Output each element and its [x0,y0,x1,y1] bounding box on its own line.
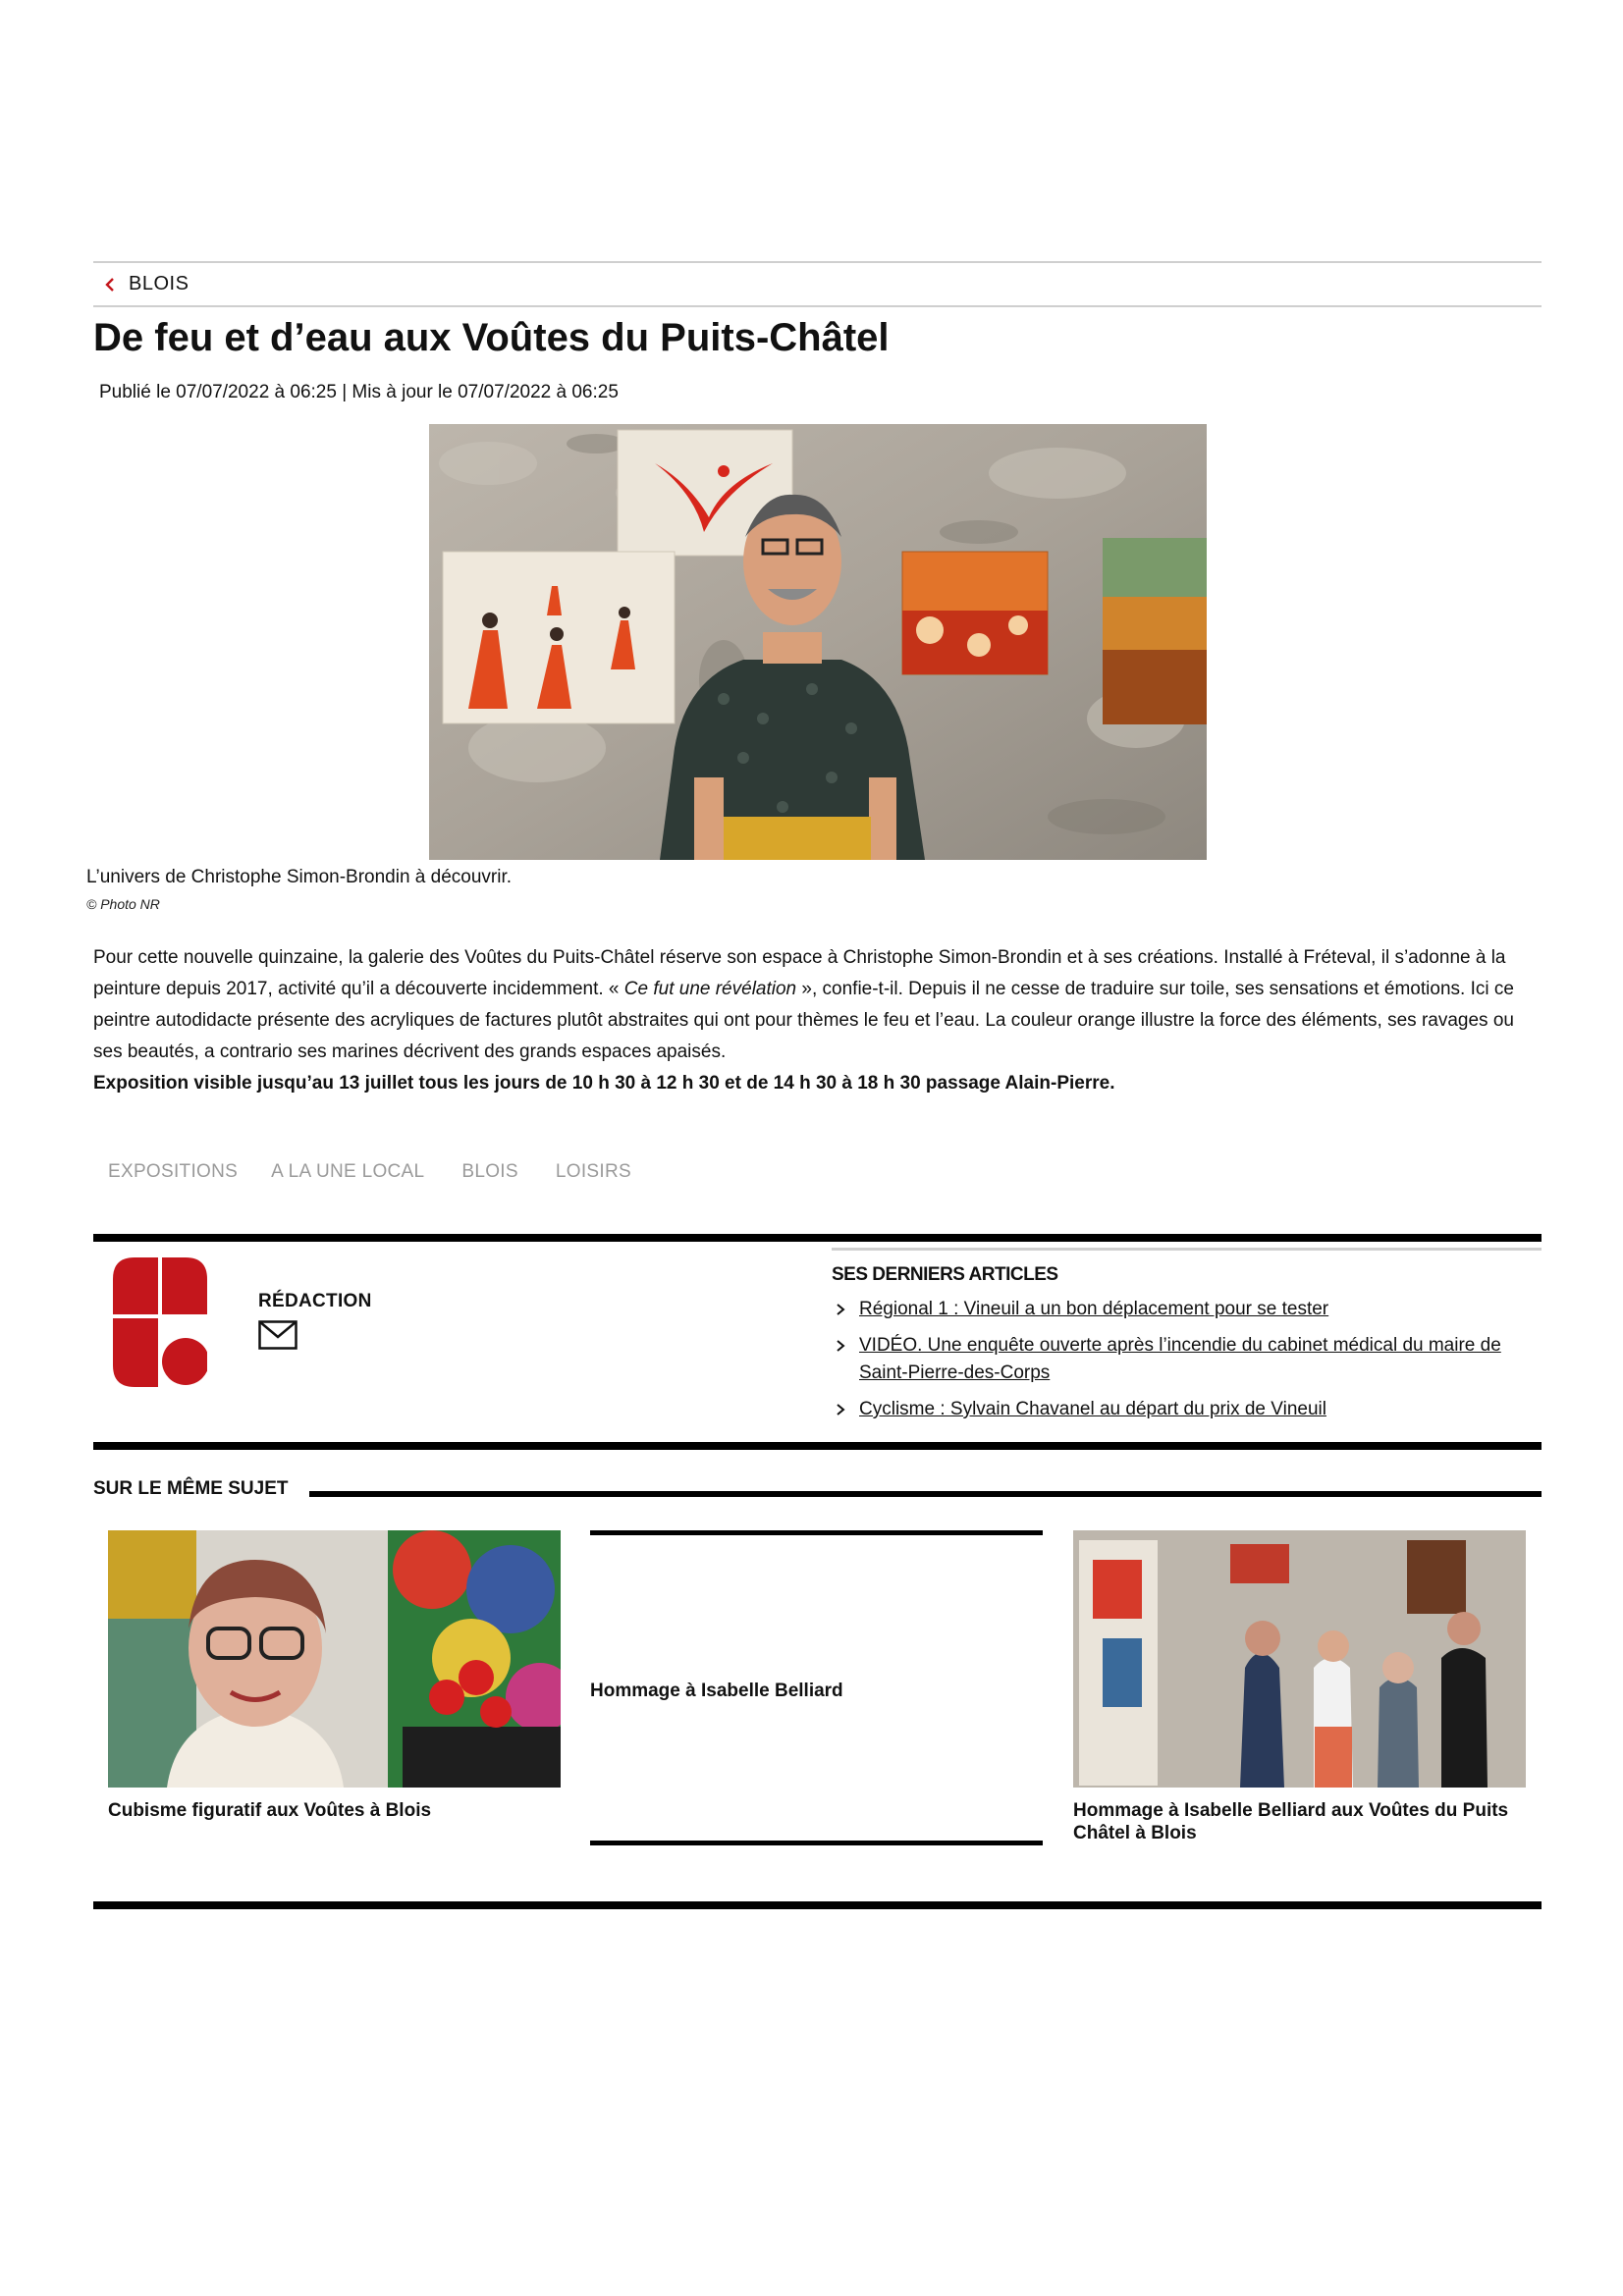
related-card[interactable] [1073,1530,1526,1844]
image-caption: L’univers de Christophe Simon-Brondin à découvrir. [86,867,513,887]
mail-icon[interactable] [258,1320,298,1350]
author-name: RÉDACTION [258,1291,372,1311]
tag-link[interactable]: LOISIRS [555,1161,631,1182]
latest-article-link[interactable]: Cyclisme : Sylvain Chavanel au départ du prix de Vineuil [859,1399,1326,1419]
chevron-left-icon[interactable] [99,274,121,295]
author-box [93,1234,1542,1450]
latest-articles [832,1248,1542,1432]
related-card-image[interactable] [1073,1530,1526,1788]
divider [309,1491,1542,1497]
latest-articles-title: SES DERNIERS ARTICLES [832,1264,1058,1285]
latest-article-link[interactable]: VIDÉO. Une enquête ouverte après l’incendie du cabinet médical du maire de Saint-Pierre-des-Corps [859,1335,1501,1383]
article-meta: Publié le 07/07/2022 à 06:25 | Mis à jour le 07/07/2022 à 06:25 [99,382,619,402]
image-credit: © Photo NR [86,896,160,912]
related-card-title[interactable]: Cubisme figuratif aux Voûtes à Blois [108,1800,432,1821]
divider [93,1901,1542,1909]
article-body-text: Pour cette nouvelle quinzaine, la galerie des Voûtes du Puits-Châtel réserve son espace à Christophe Simon-Brondin et à ses créations. Installé à Fréteval, il s’adonne à la peinture depuis 2017, activité qu’il a découverte incidemment. « [93,947,1506,999]
list-item [832,1332,1542,1387]
article-tags [108,1161,631,1183]
related-card-image[interactable] [108,1530,561,1788]
related-header [93,1478,1542,1504]
breadcrumb [93,261,1542,307]
nr-logo [113,1257,207,1387]
article-hero-image [429,424,1207,860]
tag-link[interactable]: EXPOSITIONS [108,1161,239,1182]
list-item [832,1296,1542,1323]
chevron-right-icon [834,1403,847,1416]
chevron-right-icon [834,1339,847,1353]
article-title: De feu et d’eau aux Voûtes du Puits-Châtel [93,316,890,359]
related-card[interactable] [108,1530,561,1822]
tag-link[interactable]: A LA UNE LOCAL [271,1161,425,1182]
list-item [832,1396,1542,1423]
article-body-quote: Ce fut une révélation [623,979,797,999]
related-card[interactable] [590,1530,1043,1845]
article-body-exhibition-info: Exposition visible jusqu’au 13 juillet tous les jours de 10 h 30 à 12 h 30 et de 14 h 30 à 18 h 30 passage Alain-Pierre. [93,1073,1115,1094]
chevron-right-icon [834,1303,847,1316]
article-body [93,942,1544,1099]
related-card-title[interactable]: Hommage à Isabelle Belliard aux Voûtes du Puits Châtel à Blois [1073,1800,1509,1843]
related-card-title[interactable]: Hommage à Isabelle Belliard [590,1681,843,1701]
latest-article-link[interactable]: Régional 1 : Vineuil a un bon déplacement pour se tester [859,1299,1329,1319]
related-heading: SUR LE MÊME SUJET [93,1478,309,1500]
breadcrumb-section-link[interactable]: BLOIS [129,273,189,294]
article-body-text-continued: », confie-t-il. Depuis il ne cesse de traduire sur toile, ses sensations et émotions. Ici ce peintre autodidacte présente des acryliques de factures plutôt abstraites qui ont pour thèmes le feu et l’eau. La couleur orange illustre la force des éléments, ses ravages ou ses beautés, a contrario ses marines décrivent des grands espaces apaisés. [93,979,1514,1062]
tag-link[interactable]: BLOIS [461,1161,518,1182]
